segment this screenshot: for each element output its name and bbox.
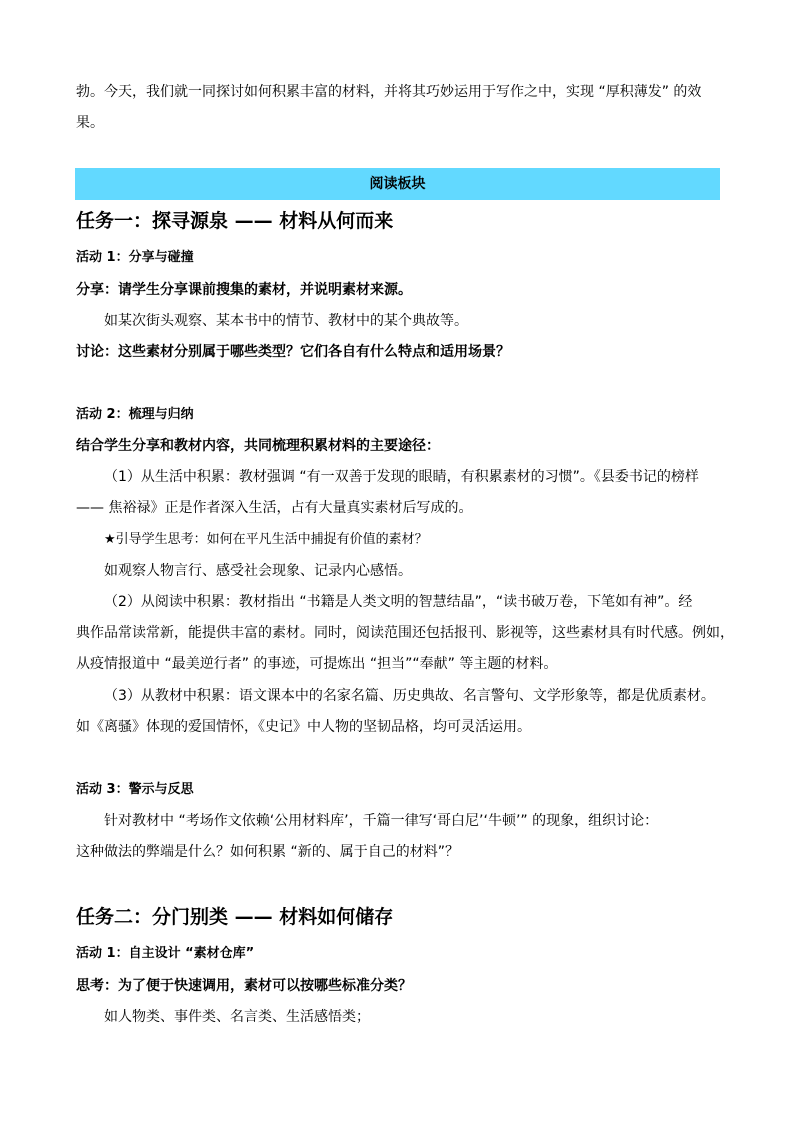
reading-section-banner <box>75 168 720 200</box>
path2-line-b: 典作品常读常新，能提供丰富的素材。同时，阅读范围还包括报刊、影视等，这些素材具有时代感。例如， <box>76 625 734 641</box>
task1-share: 分享：请学生分享课前搜集的素材，并说明素材来源。 <box>76 282 412 298</box>
guide-question: ★引导学生思考：如何在平凡生活中捕捉有价值的素材？ <box>104 532 428 547</box>
banner-title: 阅读板块 <box>369 176 426 192</box>
task1-discuss: 讨论：这些素材分别属于哪些类型？它们各自有什么特点和适用场景？ <box>76 344 510 360</box>
path3-line-b: 如《离骚》体现的爱国情怀，《史记》中人物的坚韧品格，均可灵活运用。 <box>76 719 531 735</box>
activity3-line-2: 这种做法的弊端是什么？如何积累 “新的、属于自己的材料”？ <box>76 844 459 860</box>
task1-activity2-lead: 结合学生分享和教材内容，共同梳理积累材料的主要途径： <box>76 438 440 454</box>
task2-think: 思考：为了便于快速调用，素材可以按哪些标准分类？ <box>76 978 412 994</box>
task2-title: 任务二：分门别类 —— 材料如何储存 <box>76 906 394 928</box>
task1-activity3-title: 活动 3：警示与反思 <box>76 782 194 797</box>
intro-line-1: 勃。今天，我们就一同探讨如何积累丰富的材料，并将其巧妙运用于写作之中，实现 “厚积薄发” 的效 <box>76 84 702 100</box>
guide-example: 如观察人物言行、感受社会现象、记录内心感悟。 <box>104 563 412 579</box>
task1-activity1-title: 活动 1：分享与碰撞 <box>76 250 194 265</box>
path1-line-b: —— 焦裕禄》正是作者深入生活，占有大量真实素材后写成的。 <box>76 500 473 516</box>
task1-title: 任务一：探寻源泉 —— 材料从何而来 <box>76 210 394 232</box>
task2-example: 如人物类、事件类、名言类、生活感悟类； <box>104 1009 370 1025</box>
path2-line-a: （2）从阅读中积累：教材指出 “书籍是人类文明的智慧结晶”，“读书破万卷，下笔如有神”。经 <box>104 594 693 610</box>
task1-activity2-title: 活动 2：梳理与归纳 <box>76 407 194 422</box>
path3-line-a: （3）从教材中积累：语文课本中的名家名篇、历史典故、名言警句、文学形象等，都是优质素材。 <box>104 688 715 704</box>
task2-activity1-title: 活动 1：自主设计 “素材仓库” <box>76 946 255 961</box>
path2-line-c: 从疫情报道中 “最美逆行者” 的事迹，可提炼出 “担当”“奉献” 等主题的材料。 <box>76 656 558 672</box>
path1-line-a: （1）从生活中积累：教材强调 “有一双善于发现的眼睛，有积累素材的习惯”。《县委书记的榜样 <box>104 469 699 485</box>
intro-line-2: 果。 <box>76 115 104 131</box>
task1-share-example: 如某次街头观察、某本书中的情节、教材中的某个典故等。 <box>104 313 468 329</box>
activity3-line-1: 针对教材中 “考场作文依赖‘公用材料库’，千篇一律写‘哥白尼’‘牛顿’” 的现象，组织讨论： <box>104 813 659 829</box>
